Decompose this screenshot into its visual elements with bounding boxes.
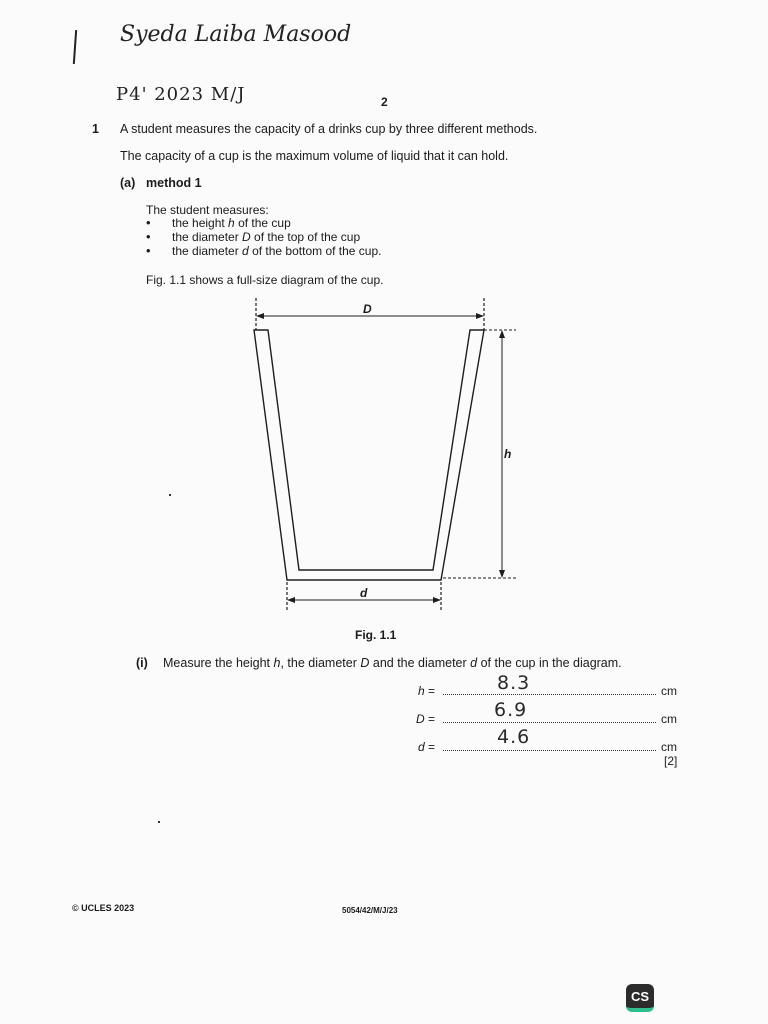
camscanner-logo-icon: CS	[626, 984, 654, 1012]
figure-caption: Fig. 1.1	[355, 628, 397, 642]
answer-equals: =	[428, 740, 436, 754]
answer-line	[443, 750, 656, 751]
answer-unit: cm	[661, 684, 677, 698]
part-label: (a)	[120, 176, 136, 190]
answer-var: D	[416, 712, 425, 726]
page-number: 2	[381, 95, 388, 109]
handwritten-paper-note: P4' 2023 M/J	[116, 84, 246, 105]
list-item: • the diameter D of the top of the cup	[146, 230, 381, 244]
subpart-label: (i)	[136, 656, 148, 670]
figure-intro: Fig. 1.1 shows a full-size diagram of the cup.	[146, 273, 384, 287]
answer-value: 4.6	[497, 726, 531, 748]
answer-equals: =	[428, 684, 436, 698]
handwritten-name: Syeda Laiba Masood	[120, 22, 352, 47]
question-intro: A student measures the capacity of a drinks cup by three different methods.	[120, 122, 538, 136]
answer-line	[443, 694, 656, 695]
label-d: d	[360, 586, 368, 600]
stray-dot	[169, 494, 171, 496]
answer-unit: cm	[661, 740, 677, 754]
answer-var: d	[418, 740, 425, 754]
list-item: • the diameter d of the bottom of the cup.	[146, 244, 381, 258]
answer-var: h	[418, 684, 425, 698]
subpart-text: Measure the height h, the diameter D and the diameter d of the cup in the diagram.	[163, 656, 622, 670]
answer-value: 6.9	[494, 699, 528, 721]
footer-copyright: © UCLES 2023	[72, 903, 135, 913]
list-item: • the height h of the cup	[146, 216, 381, 230]
footer-code: 5054/42/M/J/23	[342, 906, 398, 915]
label-h: h	[504, 447, 512, 461]
measures-intro: The student measures:	[146, 203, 269, 217]
answer-equals: =	[428, 712, 436, 726]
question-number: 1	[92, 122, 99, 136]
cup-diagram	[240, 290, 530, 620]
margin-mark	[73, 30, 77, 64]
stray-dot	[158, 821, 160, 823]
answer-value: 8.3	[497, 672, 531, 694]
marks: [2]	[664, 754, 678, 768]
measures-list	[146, 216, 381, 258]
part-title: method 1	[146, 176, 202, 190]
question-definition: The capacity of a cup is the maximum volume of liquid that it can hold.	[120, 149, 509, 163]
answer-line	[443, 722, 656, 723]
answer-unit: cm	[661, 712, 677, 726]
label-D: D	[363, 302, 372, 316]
